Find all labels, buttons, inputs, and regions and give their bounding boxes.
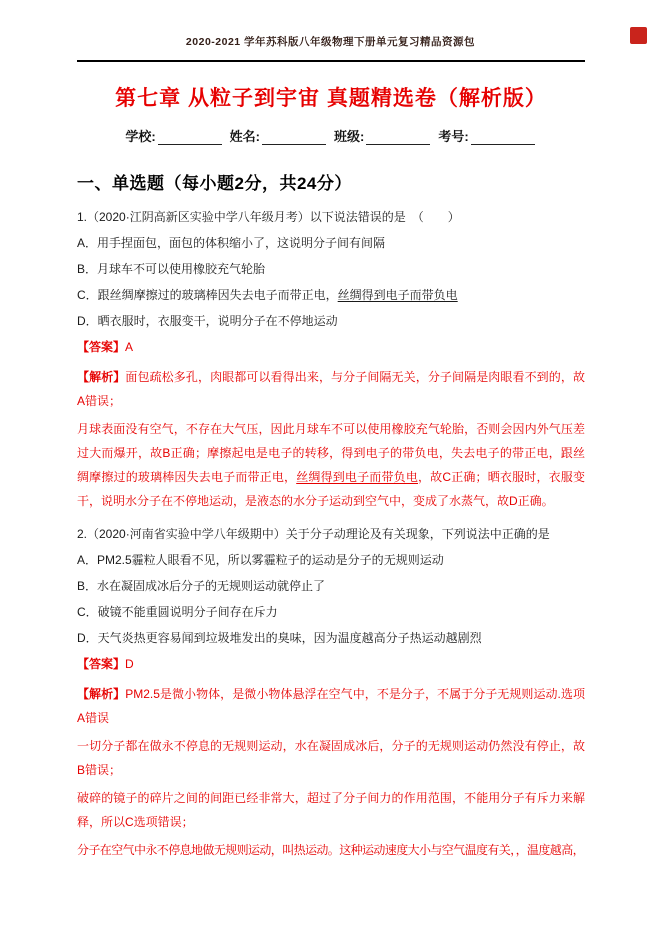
q1-option-c [77, 288, 585, 303]
q2-answer [77, 657, 585, 672]
q2-stem: 2.（2020·河南省实验中学八年级期中）关于分子动理论及有关现象，下列说法中正确的是 [77, 527, 550, 541]
q2-answer-label: 【答案】 [77, 657, 126, 671]
q2-analysis-p1-text: PM2.5是微小物体，是微小物体悬浮在空气中，不是分子，不属于分子无规则运动.选项A错误 [77, 687, 585, 725]
section-heading: 一、单选题（每小题2分，共24分） [77, 174, 352, 193]
q1-answer [77, 340, 585, 355]
q2-option-b: B．水在凝固成冰后分子的无规则运动就停止了 [77, 579, 326, 593]
school-label: 学校: [125, 129, 156, 144]
q2-analysis-label: 【解析】 [77, 687, 126, 701]
corner-mark-icon [630, 27, 647, 44]
header-divider [77, 60, 585, 62]
q2-option-a: A．PM2.5霾粒人眼看不见，所以雾霾粒子的运动是分子的无规则运动 [77, 553, 444, 567]
q1-option-b: B．月球车不可以使用橡胶充气轮胎 [77, 262, 266, 276]
school-blank [158, 131, 222, 145]
q1-analysis-p1 [77, 365, 585, 413]
q1-analysis-p2 [77, 417, 585, 513]
question-2 [77, 527, 585, 862]
page-content [77, 84, 585, 862]
exam-number-blank [471, 131, 535, 145]
class-label: 班级: [334, 129, 365, 144]
name-label: 姓名: [229, 129, 260, 144]
q1-analysis-p1-text: 面包疏松多孔，肉眼都可以看得出来，与分子间隔无关，分子间隔是肉眼看不到的，故A错误； [77, 370, 585, 408]
question-1 [77, 210, 585, 513]
q2-analysis-p1 [77, 682, 585, 730]
page-title: 第七章 从粒子到宇宙 真题精选卷（解析版） [115, 87, 547, 110]
q2-option-d: D．天气炎热更容易闻到垃圾堆发出的臭味，因为温度越高分子热运动越剧烈 [77, 631, 482, 645]
q2-answer-value: D [125, 657, 134, 671]
student-info-row [77, 126, 585, 145]
exam-number-field [438, 129, 536, 144]
q1-option-d: D．晒衣服时，衣服变干，说明分子在不停地运动 [77, 314, 338, 328]
q1-option-a: A．用手捏面包，面包的体积缩小了，这说明分子间有间隔 [77, 236, 386, 250]
document-header-note: 2020-2021 学年苏科版八年级物理下册单元复习精品资源包 [185, 36, 476, 48]
q1-answer-label: 【答案】 [77, 340, 126, 354]
q1-answer-value: A [125, 340, 134, 354]
q1-analysis-label: 【解析】 [77, 370, 126, 384]
exam-number-label: 考号: [438, 129, 469, 144]
q1-analysis-p2-underlined: 丝绸得到电子而带负电 [296, 470, 418, 484]
q1-analysis-p2-after: ，故C正确；晒衣服时，衣服变干，说明水分子在不停地运动，是液态的水分子运动到空气中，变成了水蒸气，故D正确。 [77, 470, 585, 508]
q1-stem: 1.（2020·江阴高新区实验中学八年级月考）以下说法错误的是 （ ） [77, 210, 460, 224]
q1-option-c-text: C．跟丝绸摩擦过的玻璃棒因失去电子而带正电， [77, 288, 338, 302]
q2-analysis-p4: 分子在空气中永不停息地做无规则运动，叫热运动。这种运动速度大小与空气温度有关，，温度越高， [77, 843, 585, 857]
q1-analysis-p2-before: 月球表面没有空气，不存在大气压，因此月球车不可以使用橡胶充气轮胎，否则会因内外气压差过大而爆开，故B正确；摩擦起电是电子的转移，得到电子的带负电，失去电子的带正电，跟丝绸摩擦过的玻璃棒因失去电子而带正电， [77, 422, 585, 484]
school-field [125, 129, 223, 144]
q2-option-c: C．破镜不能重圆说明分子间存在斥力 [77, 605, 278, 619]
q2-analysis-p3: 破碎的镜子的碎片之间的间距已经非常大，超过了分子间力的作用范围，不能用分子有斥力来解释，所以C选项错误； [77, 791, 585, 829]
class-blank [366, 131, 430, 145]
name-blank [262, 131, 326, 145]
q1-option-c-underlined-text: 丝绸得到电子而带负电 [337, 288, 458, 302]
name-field [230, 129, 328, 144]
q2-analysis-p2: 一切分子都在做永不停息的无规则运动，水在凝固成冰后，分子的无规则运动仍然没有停止，故B错误； [77, 739, 585, 777]
class-field [334, 129, 432, 144]
